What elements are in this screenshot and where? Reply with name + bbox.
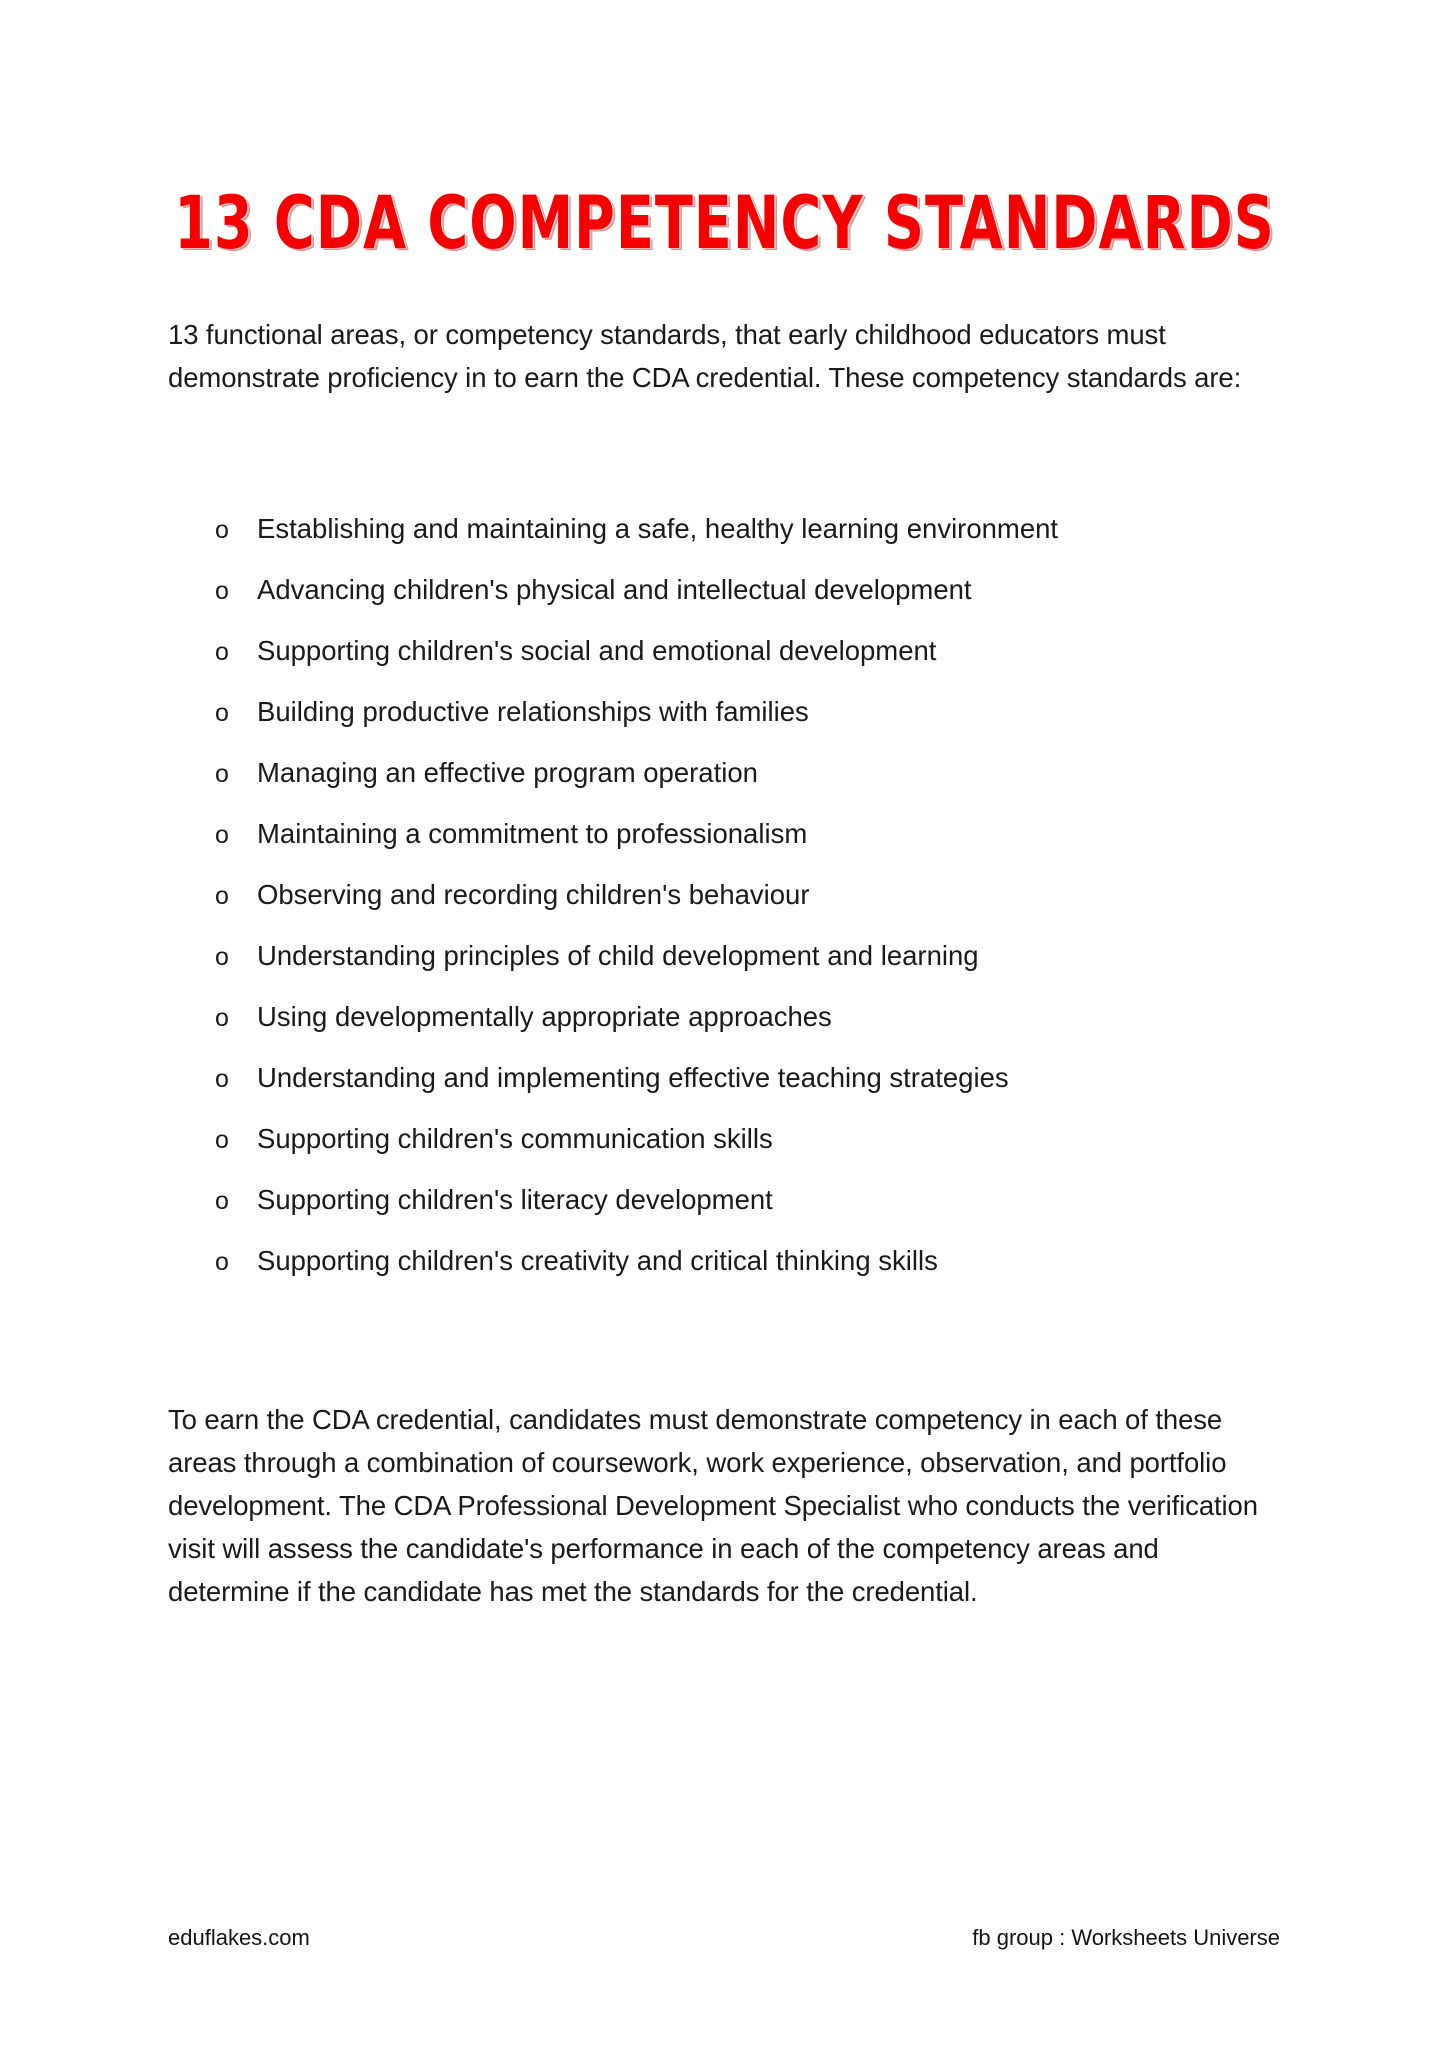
list-item (168, 986, 1288, 1047)
list-item-label: Advancing children's physical and intellectual development (257, 574, 972, 605)
list-item-label: Understanding and implementing effective teaching strategies (257, 1062, 1009, 1093)
circle-bullet-icon: o (215, 1187, 229, 1215)
competency-standards-list (168, 498, 1288, 1291)
list-item (168, 1169, 1288, 1230)
circle-bullet-icon: o (215, 760, 229, 788)
circle-bullet-icon: o (215, 882, 229, 910)
list-item-label: Establishing and maintaining a safe, healthy learning environment (257, 513, 1059, 544)
list-item (168, 620, 1288, 681)
list-item-label: Supporting children's social and emotional development (257, 635, 937, 666)
list-item-label: Supporting children's creativity and critical thinking skills (257, 1245, 938, 1276)
list-item-label: Using developmentally appropriate approaches (257, 1001, 832, 1032)
circle-bullet-icon: o (215, 1126, 229, 1154)
list-item (168, 864, 1288, 925)
list-item (168, 498, 1288, 559)
list-item-label: Managing an effective program operation (257, 757, 758, 788)
circle-bullet-icon: o (215, 638, 229, 666)
circle-bullet-icon: o (215, 1248, 229, 1276)
list-item (168, 742, 1288, 803)
list-item (168, 1230, 1288, 1291)
circle-bullet-icon: o (215, 577, 229, 605)
footer-fb-group-label: fb group : Worksheets Universe (972, 1925, 1280, 1950)
page-title-container (0, 150, 1448, 295)
circle-bullet-icon: o (215, 1065, 229, 1093)
page-footer (168, 1923, 1280, 1953)
list-item-label: Observing and recording children's behaviour (257, 879, 810, 910)
list-item-label: Supporting children's communication skills (257, 1123, 773, 1154)
closing-paragraph: To earn the CDA credential, candidates must demonstrate competency in each of these areas through a combination of coursework, work experience, observation, and portfolio development. The CDA Professional Development Specialist who conducts the verification visit will assess the candidate's performance in each of the competency areas and determine if the candidate has met the standards for the credential. (168, 1403, 1258, 1607)
list-item-label: Maintaining a commitment to professionalism (257, 818, 808, 849)
list-item (168, 1047, 1288, 1108)
list-item (168, 1108, 1288, 1169)
list-item (168, 681, 1288, 742)
footer-website-label: eduflakes.com (168, 1925, 310, 1950)
circle-bullet-icon: o (215, 821, 229, 849)
list-item (168, 559, 1288, 620)
list-item-label: Supporting children's literacy development (257, 1184, 773, 1215)
list-item-label: Building productive relationships with families (257, 696, 809, 727)
list-item (168, 925, 1288, 986)
circle-bullet-icon: o (215, 1004, 229, 1032)
list-item-label: Understanding principles of child development and learning (257, 940, 979, 971)
circle-bullet-icon: o (215, 699, 229, 727)
circle-bullet-icon: o (215, 943, 229, 971)
circle-bullet-icon: o (215, 516, 229, 544)
page-title: 13 CDA COMPETENCY STANDARDS (173, 178, 1275, 266)
list-item (168, 803, 1288, 864)
intro-paragraph: 13 functional areas, or competency standards, that early childhood educators must demonstrate proficiency in to earn the CDA credential. These competency standards are: (168, 318, 1242, 393)
